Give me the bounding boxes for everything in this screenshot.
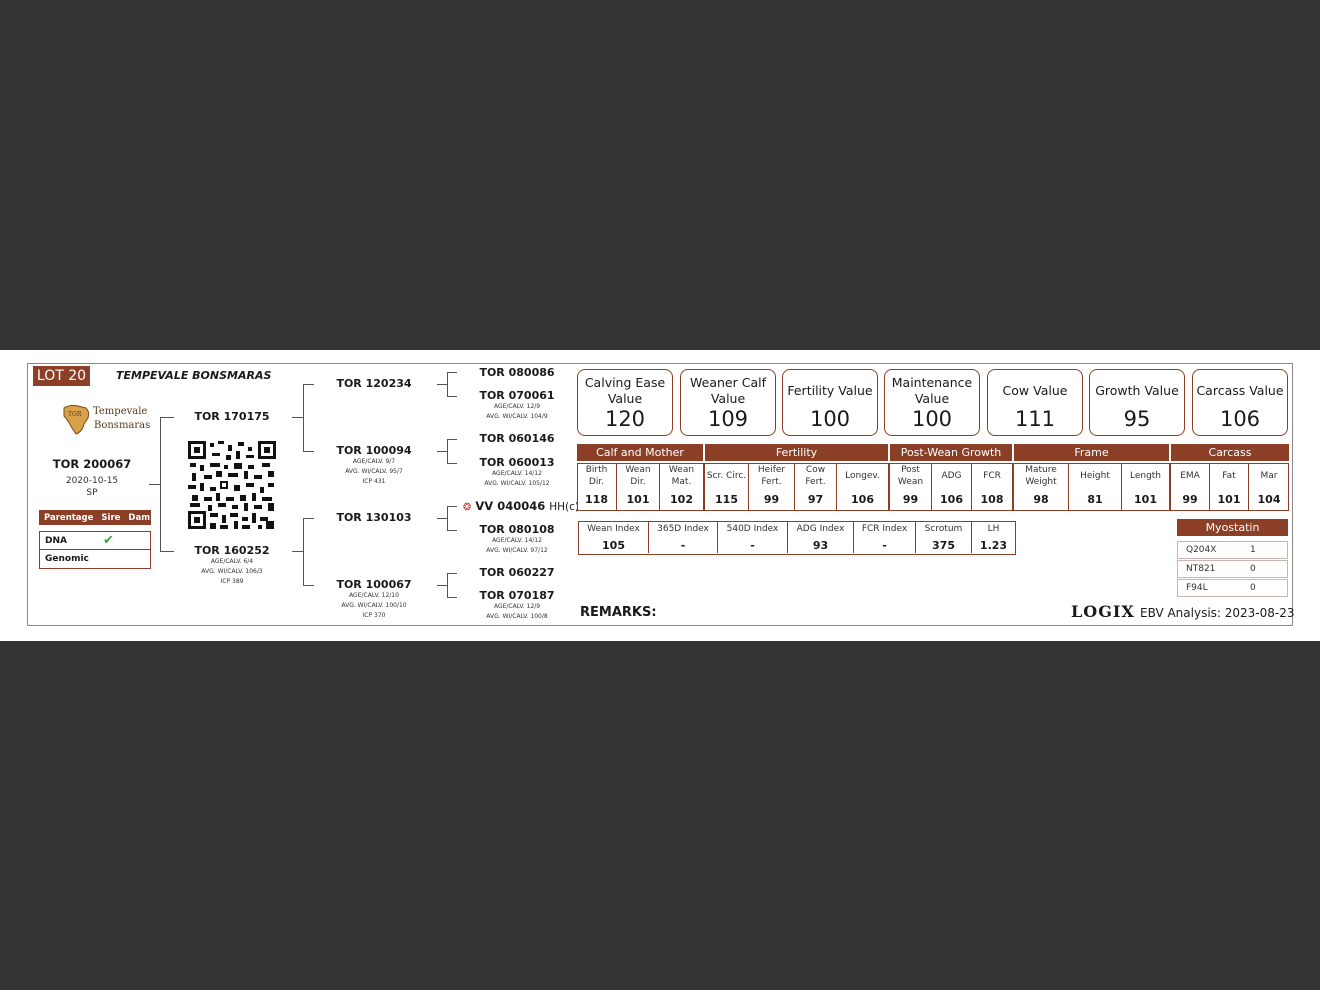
animal-id: TOR 200067 xyxy=(52,457,132,471)
pedigree-sd-info: AVG. WI/CALV. 95/7 xyxy=(345,468,403,475)
parentage-table xyxy=(39,510,151,569)
pedigree-sd-info: ICP 431 xyxy=(362,478,386,485)
ebv-value: 97 xyxy=(807,493,824,506)
value-box-value: 100 xyxy=(809,407,851,431)
pedigree-sire: TOR 170175 xyxy=(194,410,270,423)
value-box-label: Maintenance Value xyxy=(891,375,973,406)
pedigree-dam-sire: TOR 130103 xyxy=(336,511,412,524)
ebv-cell xyxy=(705,463,749,511)
index-value: 93 xyxy=(812,539,829,552)
parentage-row-genomic xyxy=(39,550,151,569)
index-cell xyxy=(972,521,1015,553)
index-value: 1.23 xyxy=(979,539,1008,552)
value-box-label: Calving Ease Value xyxy=(584,375,666,406)
ebv-cell xyxy=(577,463,617,511)
ebv-analysis-date: EBV Analysis: 2023-08-23 xyxy=(1140,606,1295,620)
value-box-weaner-calf xyxy=(680,369,776,436)
pedigree-sire-sire: TOR 120234 xyxy=(336,377,412,390)
myostatin-value: 0 xyxy=(1250,564,1256,574)
red-marker-icon: ❂ xyxy=(463,502,472,513)
index-value: 105 xyxy=(602,539,625,552)
value-box-label: Growth Value xyxy=(1095,383,1179,398)
ebv-cell xyxy=(617,463,660,511)
ebv-value: 101 xyxy=(626,493,650,506)
value-box-maintenance xyxy=(884,369,980,436)
ebv-label: Height xyxy=(1080,471,1110,481)
ebv-cell xyxy=(1171,463,1210,511)
ebv-label: Fat xyxy=(1222,471,1236,481)
ebv-value: 99 xyxy=(902,493,919,506)
ebv-cell xyxy=(1210,463,1249,511)
pedigree-dss-suffix: HH(c) xyxy=(549,501,580,513)
ebv-label: Longev. xyxy=(845,471,880,481)
pedigree-ddd xyxy=(462,589,572,622)
ebv-value: 101 xyxy=(1217,493,1241,506)
group-header-calf-mother: Calf and Mother xyxy=(577,444,703,461)
pedigree-sd-id: TOR 100094 xyxy=(336,444,412,457)
pedigree-dd-info: AVG. WI/CALV. 100/10 xyxy=(341,602,407,609)
parentage-header-sire: Sire xyxy=(101,512,121,523)
pedigree-sss: TOR 080086 xyxy=(479,366,555,379)
ebv-label: ADG xyxy=(941,471,962,481)
ebv-value: 81 xyxy=(1087,493,1103,506)
index-value: - xyxy=(882,539,887,552)
ebv-cell xyxy=(890,463,932,511)
ebv-label: EMA xyxy=(1180,471,1200,481)
pedigree-dd-info: ICP 370 xyxy=(362,612,386,619)
pedigree-dds: TOR 060227 xyxy=(479,566,555,579)
ebv-label: Length xyxy=(1129,471,1162,481)
ebv-label: Heifer Fert. xyxy=(757,465,786,487)
ebv-value: 99 xyxy=(1182,493,1198,506)
pedigree-dsd-info: AGE/CALV. 14/12 xyxy=(492,537,542,544)
ebv-cell xyxy=(837,463,890,511)
index-cell xyxy=(916,521,972,553)
ebv-label: FCR xyxy=(983,471,1001,481)
ebv-value: 106 xyxy=(940,493,963,506)
value-box-label: Cow Value xyxy=(1002,383,1068,398)
ebv-label: Scr. Circ. xyxy=(706,471,747,481)
pedigree-ssd-info: AGE/CALV. 12/9 xyxy=(493,403,541,410)
pedigree-sdd xyxy=(462,456,572,489)
pedigree-ddd-id: TOR 070187 xyxy=(479,589,555,602)
value-box-label: Carcass Value xyxy=(1196,383,1284,398)
breeder-name: TEMPEVALE BONSMARAS xyxy=(116,369,272,382)
index-label: LH xyxy=(987,524,1000,534)
pedigree-dam-id: TOR 160252 xyxy=(194,544,270,557)
parentage-row-label: DNA xyxy=(45,535,67,546)
pedigree-dsd-id: TOR 080108 xyxy=(479,523,555,536)
value-box-cow xyxy=(987,369,1083,436)
animal-sex: SP xyxy=(86,488,98,498)
value-box-fertility xyxy=(782,369,878,436)
ebv-value: 98 xyxy=(1033,493,1049,506)
ebv-value: 102 xyxy=(670,493,693,506)
value-box-label: Fertility Value xyxy=(787,383,873,398)
myostatin-row xyxy=(1177,541,1288,559)
ebv-cell xyxy=(660,463,705,511)
remarks-label: REMARKS: xyxy=(580,605,657,620)
ebv-label: Cow Fert. xyxy=(805,465,826,487)
value-box-value: 100 xyxy=(911,407,953,431)
ebv-cell xyxy=(1069,463,1122,511)
index-label: Scrotum xyxy=(924,524,963,534)
value-box-value: 109 xyxy=(707,407,749,431)
pedigree-dam-info: AGE/CALV. 6/4 xyxy=(210,558,254,565)
logo-line2: Bonsmaras xyxy=(94,420,151,431)
pedigree-dd-id: TOR 100067 xyxy=(336,578,412,591)
ebv-label: Wean Mat. xyxy=(668,465,695,487)
myostatin-gene: Q204X xyxy=(1186,545,1217,555)
pedigree-ssd-info: AVG. WI/CALV. 104/9 xyxy=(486,413,548,420)
parentage-header xyxy=(39,510,151,525)
ebv-label: Mature Weight xyxy=(1025,465,1057,487)
index-value: - xyxy=(680,539,686,552)
ebv-cell xyxy=(749,463,795,511)
ebv-cell xyxy=(1249,463,1289,511)
ebv-value: 118 xyxy=(585,493,608,506)
myostatin-row xyxy=(1177,560,1288,578)
pedigree-dam xyxy=(180,544,284,587)
group-header-carcass: Carcass xyxy=(1171,444,1289,461)
value-box-value: 106 xyxy=(1219,407,1261,431)
index-cell xyxy=(788,521,854,553)
ebv-value: 104 xyxy=(1257,493,1281,506)
pedigree-sdd-id: TOR 060013 xyxy=(479,456,555,469)
myostatin-row xyxy=(1177,579,1288,597)
ebv-label: Wean Dir. xyxy=(625,465,651,487)
ebv-cell xyxy=(1122,463,1171,511)
pedigree-dss-id: VV 040046 xyxy=(475,499,546,513)
logix-logo: LOGIX xyxy=(1071,602,1135,621)
pedigree-dd-info: AGE/CALV. 12/10 xyxy=(349,592,399,599)
pedigree-ddd-info: AGE/CALV. 12/9 xyxy=(493,603,541,610)
value-box-value: 95 xyxy=(1123,407,1151,431)
lot-card xyxy=(0,350,1320,641)
pedigree-sdd-info: AVG. WI/CALV. 105/12 xyxy=(484,480,550,487)
myostatin-value: 0 xyxy=(1250,583,1256,593)
ebv-cell xyxy=(972,463,1014,511)
group-header-fertility: Fertility xyxy=(705,444,888,461)
logo-badge: TOR xyxy=(68,411,82,418)
pedigree-dam-info: ICP 389 xyxy=(220,578,244,585)
pedigree-ssd xyxy=(462,389,572,422)
value-box-carcass xyxy=(1192,369,1288,436)
ebv-value: 101 xyxy=(1134,493,1157,506)
value-box-calving-ease xyxy=(577,369,673,436)
index-cell xyxy=(649,521,718,553)
value-box-value: 120 xyxy=(604,407,646,431)
pedigree-sd-info: AGE/CALV. 9/7 xyxy=(352,458,396,465)
animal-dob: 2020-10-15 xyxy=(65,476,119,486)
myostatin-header: Myostatin xyxy=(1177,519,1288,536)
pedigree-dss xyxy=(463,499,580,513)
ebv-value: 106 xyxy=(851,493,874,506)
ebv-value: 108 xyxy=(980,493,1004,506)
check-icon: ✔ xyxy=(103,533,114,548)
pedigree-dam-dam xyxy=(322,578,426,621)
myostatin-value: 1 xyxy=(1250,545,1256,555)
index-label: Wean Index xyxy=(587,524,640,534)
myostatin-gene: NT821 xyxy=(1186,564,1216,574)
parentage-row-dna xyxy=(39,531,151,550)
ebv-label: Mar xyxy=(1260,471,1278,481)
ebv-label: Birth Dir. xyxy=(585,465,608,487)
lot-number: LOT 20 xyxy=(33,366,90,386)
parentage-header-dam: Dam xyxy=(128,512,151,523)
index-label: 365D Index xyxy=(657,524,709,534)
parentage-row-label: Genomic xyxy=(45,554,89,564)
index-label: FCR Index xyxy=(861,524,908,534)
pedigree-sds: TOR 060146 xyxy=(479,432,555,445)
ebv-cell xyxy=(1014,463,1069,511)
index-value: - xyxy=(750,539,755,552)
pedigree-dsd xyxy=(462,523,572,556)
pedigree-dsd-info: AVG. WI/CALV. 97/12 xyxy=(486,547,548,554)
ebv-value: 99 xyxy=(763,493,780,506)
pedigree-ssd-id: TOR 070061 xyxy=(479,389,555,402)
breeder-logo xyxy=(60,402,151,436)
index-cell xyxy=(579,521,649,553)
myostatin-gene: F94L xyxy=(1186,583,1208,593)
parentage-header-label: Parentage xyxy=(44,512,94,523)
group-header-frame: Frame xyxy=(1014,444,1169,461)
value-box-value: 111 xyxy=(1014,407,1056,431)
index-value: 375 xyxy=(932,539,955,552)
pedigree-sdd-info: AGE/CALV. 14/12 xyxy=(492,470,542,477)
logo-line1: Tempevale xyxy=(93,406,148,417)
index-label: 540D Index xyxy=(726,524,779,534)
index-cell xyxy=(854,521,916,553)
index-label: ADG Index xyxy=(796,524,845,534)
qr-code[interactable] xyxy=(188,441,276,529)
ebv-cell xyxy=(795,463,837,511)
ebv-label: Post Wean xyxy=(897,465,924,487)
value-box-growth xyxy=(1089,369,1185,436)
ebv-cell xyxy=(932,463,972,511)
index-cell xyxy=(718,521,788,553)
pedigree-dam-info: AVG. WI/CALV. 106/3 xyxy=(201,568,263,575)
value-box-label: Weaner Calf Value xyxy=(690,375,766,406)
pedigree-sire-dam xyxy=(322,444,426,487)
pedigree-ddd-info: AVG. WI/CALV. 100/8 xyxy=(486,613,548,620)
group-header-post-wean: Post-Wean Growth xyxy=(890,444,1012,461)
ebv-value: 115 xyxy=(715,493,738,506)
